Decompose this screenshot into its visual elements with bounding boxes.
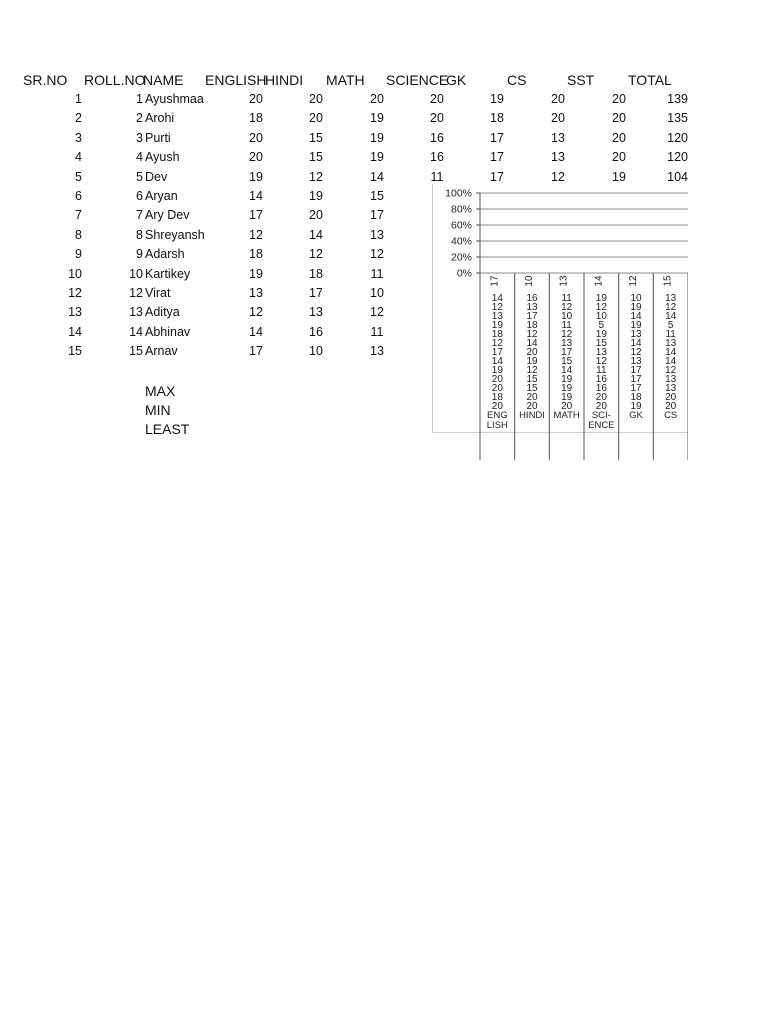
category-value: 13 <box>665 383 677 394</box>
category-value: 14 <box>630 311 642 322</box>
header-roll-no: ROLL.NO <box>84 72 146 88</box>
header-hindi: HINDI <box>265 72 304 88</box>
category-value: 17 <box>491 347 503 358</box>
cell-hindi[interactable]: 13 <box>309 305 323 319</box>
cell-student-name[interactable]: Virat <box>145 286 171 300</box>
cell-roll-no[interactable]: 15 <box>129 344 143 358</box>
cell-gk[interactable]: 17 <box>490 170 504 184</box>
category-value: 14 <box>665 356 677 367</box>
category-value: 12 <box>491 338 503 349</box>
category-value: 13 <box>665 338 677 349</box>
cell-roll-no[interactable]: 7 <box>136 208 143 222</box>
header-sst: SST <box>567 72 595 88</box>
category-top-value: 12 <box>628 275 639 287</box>
cell-gk[interactable]: 17 <box>490 150 504 164</box>
cell-student-name[interactable]: Aryan <box>145 189 178 203</box>
cell-sr-no[interactable]: 13 <box>68 305 82 319</box>
cell-sst[interactable]: 20 <box>612 111 626 125</box>
cell-hindi[interactable]: 12 <box>309 170 323 184</box>
cell-sr-no[interactable]: 4 <box>75 150 82 164</box>
category-value: 20 <box>491 374 503 385</box>
category-top-value: 17 <box>489 275 501 287</box>
cell-student-name[interactable]: Aditya <box>145 305 180 319</box>
category-value: 14 <box>526 338 538 349</box>
category-value: 14 <box>491 293 503 304</box>
cell-math[interactable]: 20 <box>370 92 384 106</box>
category-value: 17 <box>630 365 642 376</box>
category-value: 14 <box>665 311 677 322</box>
cell-hindi[interactable]: 15 <box>309 150 323 164</box>
cell-total[interactable]: 104 <box>667 170 688 184</box>
category-value: 20 <box>561 401 573 412</box>
cell-english[interactable]: 17 <box>249 208 263 222</box>
category-label: ENCE <box>588 420 615 431</box>
category-value: 18 <box>491 392 503 403</box>
category-value: 10 <box>595 311 607 322</box>
category-value: 15 <box>561 356 573 367</box>
cell-sr-no[interactable]: 5 <box>75 170 82 184</box>
category-value: 10 <box>630 293 642 304</box>
category-value: 13 <box>630 356 642 367</box>
header-name: NAME <box>143 72 184 88</box>
category-value: 19 <box>630 401 642 412</box>
cell-english[interactable]: 17 <box>249 344 263 358</box>
stacked-bar-chart[interactable] <box>432 184 688 460</box>
cell-science[interactable]: 11 <box>430 170 444 184</box>
cell-gk[interactable]: 18 <box>490 111 504 125</box>
category-value: 17 <box>526 311 538 322</box>
cell-math[interactable]: 19 <box>370 150 384 164</box>
cell-english[interactable]: 13 <box>249 286 263 300</box>
cell-gk[interactable]: 17 <box>490 131 504 145</box>
category-value: 19 <box>561 374 573 385</box>
summary-max: MAX <box>145 383 176 399</box>
category-label: HINDI <box>519 410 545 421</box>
category-value: 18 <box>526 320 538 331</box>
header-english: ENGLISH <box>205 72 267 88</box>
cell-math[interactable]: 19 <box>370 111 384 125</box>
category-value: 19 <box>561 392 573 403</box>
category-value: 12 <box>561 302 573 313</box>
cell-hindi[interactable]: 20 <box>309 92 323 106</box>
cell-math[interactable]: 15 <box>370 189 384 203</box>
cell-math[interactable]: 12 <box>370 305 384 319</box>
cell-sr-no[interactable]: 14 <box>68 325 82 339</box>
cell-gk[interactable]: 19 <box>490 92 504 106</box>
category-value: 14 <box>561 365 573 376</box>
category-value: 20 <box>595 392 607 403</box>
cell-hindi[interactable]: 10 <box>309 344 323 358</box>
category-value: 13 <box>526 302 538 313</box>
category-value: 19 <box>595 293 607 304</box>
category-value: 20 <box>526 347 538 358</box>
cell-student-name[interactable]: Ary Dev <box>145 208 190 222</box>
cell-student-name[interactable]: Adarsh <box>145 247 185 261</box>
category-top-value: 15 <box>662 275 674 287</box>
category-label: CS <box>664 410 678 421</box>
category-value: 10 <box>561 311 573 322</box>
cell-roll-no[interactable]: 1 <box>136 92 143 106</box>
cell-roll-no[interactable]: 3 <box>136 131 143 145</box>
category-value: 20 <box>526 401 538 412</box>
cell-student-name[interactable]: Ayushmaa <box>145 92 204 106</box>
cell-roll-no[interactable]: 6 <box>136 189 143 203</box>
cell-hindi[interactable]: 16 <box>309 325 323 339</box>
category-value: 19 <box>595 329 607 340</box>
cell-hindi[interactable]: 14 <box>309 228 323 242</box>
cell-total[interactable]: 135 <box>667 111 688 125</box>
cell-hindi[interactable]: 20 <box>309 111 323 125</box>
category-value: 12 <box>491 302 503 313</box>
cell-student-name[interactable]: Purti <box>145 131 171 145</box>
category-value: 18 <box>630 392 642 403</box>
cell-sr-no[interactable]: 7 <box>75 208 82 222</box>
category-value: 20 <box>526 392 538 403</box>
category-value: 19 <box>630 320 642 331</box>
cell-english[interactable]: 20 <box>249 150 263 164</box>
category-value: 20 <box>665 401 677 412</box>
category-value: 12 <box>630 347 642 358</box>
cell-hindi[interactable]: 20 <box>309 208 323 222</box>
category-label: GK <box>629 410 643 421</box>
category-value: 17 <box>630 383 642 394</box>
y-tick-label: 100% <box>445 187 472 200</box>
summary-least: LEAST <box>145 421 190 437</box>
category-value: 12 <box>526 365 538 376</box>
cell-sr-no[interactable]: 10 <box>68 267 82 281</box>
category-value: 5 <box>598 320 605 331</box>
cell-sr-no[interactable]: 9 <box>75 247 82 261</box>
category-value: 12 <box>595 302 607 313</box>
header-gk: GK <box>446 72 467 88</box>
cell-total[interactable]: 120 <box>667 150 688 164</box>
category-value: 16 <box>595 374 607 385</box>
cell-hindi[interactable]: 18 <box>309 267 323 281</box>
category-value: 12 <box>665 365 677 376</box>
y-tick-label: 80% <box>450 203 472 216</box>
category-value: 13 <box>665 374 677 385</box>
category-top-value: 14 <box>593 275 605 287</box>
cell-math[interactable]: 11 <box>370 267 384 281</box>
cell-science[interactable]: 20 <box>430 92 444 106</box>
cell-student-name[interactable]: Arnav <box>145 344 178 358</box>
y-tick-label: 60% <box>450 219 472 232</box>
cell-hindi[interactable]: 19 <box>309 189 323 203</box>
category-value: 15 <box>526 383 538 394</box>
cell-english[interactable]: 14 <box>249 325 263 339</box>
cell-english[interactable]: 12 <box>249 305 263 319</box>
category-value: 19 <box>526 356 538 367</box>
cell-science[interactable]: 16 <box>430 150 444 164</box>
cell-hindi[interactable]: 12 <box>309 247 323 261</box>
category-label: ENG <box>487 410 508 421</box>
category-value: 13 <box>630 329 642 340</box>
category-value: 12 <box>595 356 607 367</box>
category-value: 16 <box>526 293 538 304</box>
cell-cs[interactable]: 12 <box>551 170 565 184</box>
cell-english[interactable]: 20 <box>249 92 263 106</box>
cell-math[interactable]: 10 <box>370 286 384 300</box>
cell-english[interactable]: 18 <box>249 247 263 261</box>
category-value: 17 <box>630 374 642 385</box>
cell-cs[interactable]: 20 <box>551 92 565 106</box>
category-value: 14 <box>665 347 677 358</box>
category-value: 15 <box>595 338 607 349</box>
category-value: 11 <box>561 293 572 304</box>
cell-sst[interactable]: 20 <box>612 150 626 164</box>
category-value: 19 <box>491 365 503 376</box>
cell-english[interactable]: 14 <box>249 189 263 203</box>
cell-roll-no[interactable]: 12 <box>129 286 143 300</box>
header-cs: CS <box>507 72 527 88</box>
category-value: 14 <box>491 356 503 367</box>
header-math: MATH <box>326 72 365 88</box>
cell-english[interactable]: 18 <box>249 111 263 125</box>
cell-sr-no[interactable]: 1 <box>75 92 82 106</box>
cell-science[interactable]: 16 <box>430 131 444 145</box>
cell-sst[interactable]: 20 <box>612 131 626 145</box>
category-value: 18 <box>491 329 503 340</box>
cell-english[interactable]: 20 <box>249 131 263 145</box>
cell-sr-no[interactable]: 6 <box>75 189 82 203</box>
cell-sr-no[interactable]: 8 <box>75 228 82 242</box>
cell-math[interactable]: 13 <box>370 344 384 358</box>
category-value: 16 <box>595 383 607 394</box>
category-value: 19 <box>561 383 573 394</box>
cell-science[interactable]: 20 <box>430 111 444 125</box>
category-value: 20 <box>491 383 503 394</box>
cell-student-name[interactable]: Abhinav <box>145 325 191 339</box>
category-label: LISH <box>486 420 508 431</box>
category-value: 13 <box>595 347 607 358</box>
category-value: 19 <box>630 302 642 313</box>
cell-english[interactable]: 12 <box>249 228 263 242</box>
cell-roll-no[interactable]: 5 <box>136 170 143 184</box>
cell-hindi[interactable]: 15 <box>309 131 323 145</box>
cell-sr-no[interactable]: 2 <box>75 111 82 125</box>
header-total: TOTAL <box>628 72 672 88</box>
cell-student-name[interactable]: Kartikey <box>145 267 191 281</box>
chart-canvas <box>432 184 688 460</box>
cell-total[interactable]: 120 <box>667 131 688 145</box>
category-value: 12 <box>561 329 573 340</box>
cell-sr-no[interactable]: 12 <box>68 286 82 300</box>
header-sr-no: SR.NO <box>23 72 68 88</box>
cell-student-name[interactable]: Arohi <box>145 111 175 125</box>
cell-hindi[interactable]: 17 <box>309 286 323 300</box>
cell-roll-no[interactable]: 14 <box>129 325 143 339</box>
category-value: 20 <box>491 401 503 412</box>
cell-math[interactable]: 17 <box>370 208 384 222</box>
cell-roll-no[interactable]: 4 <box>136 150 143 164</box>
cell-sr-no[interactable]: 3 <box>75 131 82 145</box>
y-tick-label: 40% <box>450 235 472 248</box>
category-value: 11 <box>596 365 607 376</box>
cell-roll-no[interactable]: 2 <box>136 111 143 125</box>
category-value: 5 <box>667 320 674 331</box>
category-value: 17 <box>561 347 573 358</box>
category-value: 20 <box>595 401 607 412</box>
category-label: MATH <box>553 410 580 421</box>
cell-student-name[interactable]: Ayush <box>145 150 180 164</box>
cell-math[interactable]: 13 <box>370 228 384 242</box>
category-value: 15 <box>526 374 538 385</box>
cell-roll-no[interactable]: 9 <box>136 247 143 261</box>
category-value: 12 <box>526 329 538 340</box>
category-value: 20 <box>665 392 677 403</box>
category-top-value: 10 <box>524 275 535 287</box>
cell-cs[interactable]: 13 <box>551 150 565 164</box>
cell-math[interactable]: 12 <box>370 247 384 261</box>
category-value: 19 <box>491 320 503 331</box>
category-value: 13 <box>665 293 677 304</box>
cell-english[interactable]: 19 <box>249 267 263 281</box>
cell-roll-no[interactable]: 10 <box>129 267 143 281</box>
cell-english[interactable]: 19 <box>249 170 263 184</box>
header-science: SCIENCE <box>386 72 449 88</box>
cell-cs[interactable]: 20 <box>551 111 565 125</box>
summary-min: MIN <box>145 402 171 418</box>
cell-math[interactable]: 14 <box>370 170 384 184</box>
cell-math[interactable]: 19 <box>370 131 384 145</box>
category-value: 11 <box>561 320 572 331</box>
cell-math[interactable]: 11 <box>370 325 384 339</box>
category-value: 13 <box>561 338 573 349</box>
y-tick-label: 0% <box>456 267 472 280</box>
y-tick-label: 20% <box>450 251 472 264</box>
cell-student-name[interactable]: Dev <box>145 170 168 184</box>
category-value: 13 <box>491 311 503 322</box>
category-value: 11 <box>665 329 676 340</box>
cell-student-name[interactable]: Shreyansh <box>145 228 205 242</box>
category-value: 12 <box>665 302 677 313</box>
cell-sr-no[interactable]: 15 <box>68 344 82 358</box>
category-value: 14 <box>630 338 642 349</box>
category-label: SCI- <box>591 410 611 421</box>
cell-roll-no[interactable]: 13 <box>129 305 143 319</box>
cell-sst[interactable]: 20 <box>612 92 626 106</box>
category-top-value: 13 <box>558 275 570 287</box>
cell-sst[interactable]: 19 <box>612 170 626 184</box>
cell-roll-no[interactable]: 8 <box>136 228 143 242</box>
cell-total[interactable]: 139 <box>667 92 688 106</box>
cell-cs[interactable]: 13 <box>551 131 565 145</box>
